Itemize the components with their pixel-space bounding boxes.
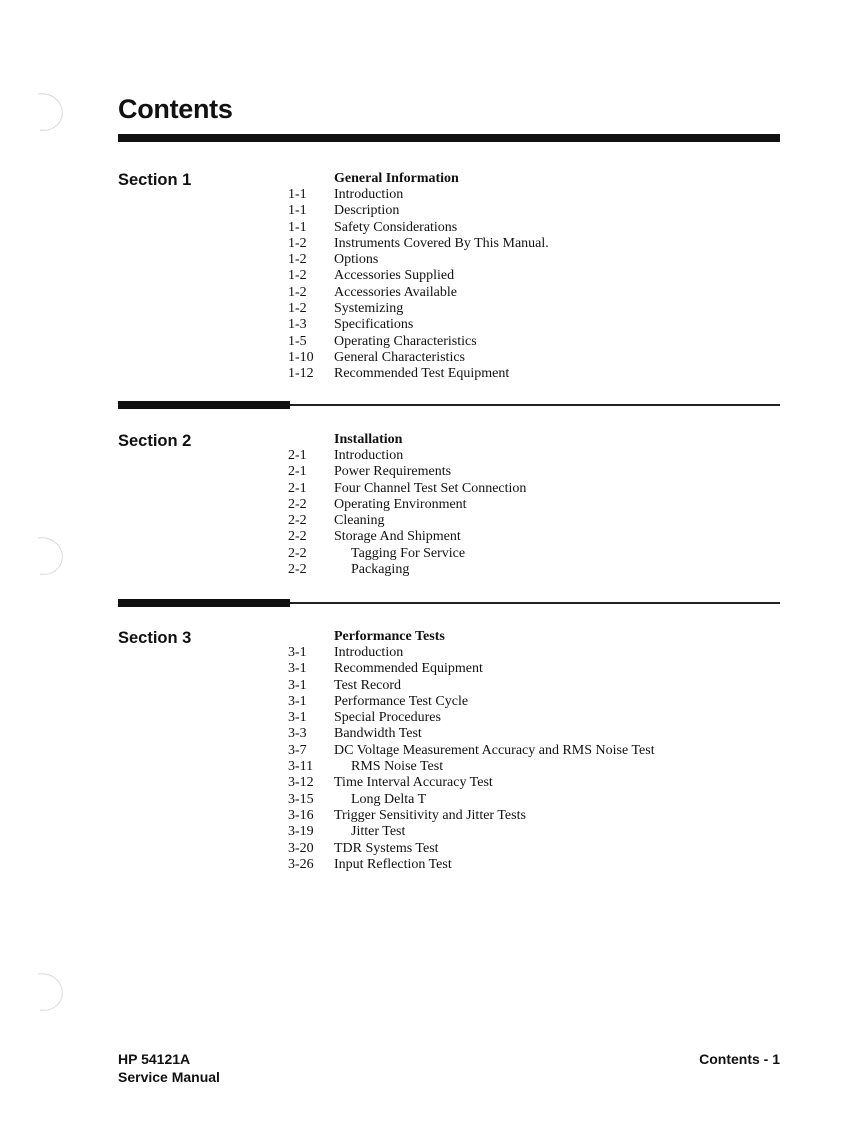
toc-entry-title: Input Reflection Test [334, 856, 452, 872]
toc-page-number: 3-1 [288, 645, 307, 660]
toc-entry-title: Introduction [334, 645, 404, 660]
toc-entry-title: Tagging For Service [351, 545, 466, 561]
toc-page-number: 2-1 [288, 464, 307, 480]
toc-entry-title: Accessories Supplied [334, 268, 455, 284]
toc-page-number: 2-2 [288, 562, 307, 578]
toc-entry-title: Test Record [334, 677, 402, 693]
punch-hole-mark [24, 88, 72, 136]
toc-page-number: 3-1 [288, 693, 307, 709]
toc-page-number: 2-1 [288, 480, 307, 496]
toc-entry-title: Power Requirements [334, 464, 452, 480]
toc-entry-title: Bandwidth Test [334, 726, 422, 742]
toc-entry-title: TDR Systems Test [334, 840, 439, 856]
section-heading: Section 3 [118, 629, 192, 647]
toc-entry-title: Packaging [351, 562, 410, 578]
toc-entry-title: Specifications [334, 317, 414, 333]
section-divider-bar [118, 401, 290, 409]
toc-page-number: 1-2 [288, 301, 307, 317]
toc-page-number: 2-2 [288, 545, 307, 561]
section-divider [118, 602, 780, 604]
toc-page-number: 1-5 [288, 333, 307, 349]
toc-page-number: 1-1 [288, 187, 307, 202]
toc-entry-title: Trigger Sensitivity and Jitter Tests [334, 807, 526, 823]
toc-page-number: 1-1 [288, 219, 307, 235]
toc-page-number: 2-2 [288, 529, 307, 545]
toc-page-number: 3-1 [288, 710, 307, 726]
toc-entry-title: Recommended Test Equipment [334, 366, 510, 382]
toc-entry-title: Operating Environment [334, 496, 467, 512]
section-heading: Section 2 [118, 432, 192, 450]
section-title: Installation [334, 432, 403, 447]
toc-entry-title: General Characteristics [334, 349, 465, 365]
section-divider-bar [118, 599, 290, 607]
section-divider [118, 404, 780, 406]
toc-page-number: 3-11 [288, 759, 314, 775]
footer-document-id [118, 1050, 220, 1086]
toc-entry-title: Time Interval Accuracy Test [334, 775, 493, 791]
section-title: Performance Tests [334, 629, 445, 644]
toc-page-number: 3-12 [288, 775, 314, 791]
toc-entry-title: Options [334, 252, 379, 268]
toc-entry-title: Long Delta T [351, 791, 427, 807]
section-title: General Information [334, 171, 459, 186]
toc-entry-title: Operating Characteristics [334, 333, 477, 349]
title-rule [118, 134, 780, 142]
toc-entry-title: Systemizing [334, 301, 404, 317]
toc-entry-title: Four Channel Test Set Connection [334, 480, 527, 496]
toc-page-number: 1-2 [288, 252, 307, 268]
toc-page-number: 1-10 [288, 349, 314, 365]
toc-page-number: 3-1 [288, 661, 307, 677]
toc-entry-title: Jitter Test [351, 824, 406, 840]
toc-entry-title: Instruments Covered By This Manual. [334, 235, 549, 251]
toc-page-number: 3-26 [288, 856, 314, 872]
toc-page-number: 1-12 [288, 366, 314, 382]
toc-page-number: 1-2 [288, 268, 307, 284]
toc-entry-title: Performance Test Cycle [334, 693, 469, 709]
toc-page-number: 1-2 [288, 235, 307, 251]
toc-page-number: 1-3 [288, 317, 307, 333]
footer-doc-type: Service Manual [118, 1069, 220, 1085]
toc-page-number: 3-3 [288, 726, 307, 742]
punch-hole-mark [24, 532, 72, 580]
toc-entry-title: Cleaning [334, 513, 385, 529]
toc-entry-title: Introduction [334, 187, 404, 202]
toc-entry-title: RMS Noise Test [351, 759, 444, 775]
section-heading: Section 1 [118, 171, 192, 189]
toc-page-number: 3-15 [288, 791, 314, 807]
toc-entry-title: Accessories Available [334, 284, 457, 300]
toc-page-number: 3-7 [288, 742, 307, 758]
toc-page-number: 3-20 [288, 840, 314, 856]
toc-entry-title: Recommended Equipment [334, 661, 483, 677]
toc-entry-title: Storage And Shipment [334, 529, 461, 545]
footer-page-label: Contents - 1 [699, 1051, 780, 1067]
toc-page-number: 2-2 [288, 513, 307, 529]
toc-entry-title: DC Voltage Measurement Accuracy and RMS Noise Test [334, 742, 655, 758]
toc-page-number: 1-1 [288, 203, 307, 219]
toc-page-number: 3-16 [288, 807, 314, 823]
footer-model: HP 54121A [118, 1051, 191, 1067]
toc-page-number: 3-1 [288, 677, 307, 693]
punch-hole-mark [24, 968, 72, 1016]
page-title: Contents [118, 94, 233, 124]
toc-page-number: 1-2 [288, 284, 307, 300]
toc-page-number: 3-19 [288, 824, 314, 840]
toc-page-number: 2-2 [288, 496, 307, 512]
toc-page-number: 2-1 [288, 448, 307, 463]
toc-entry-title: Special Procedures [334, 710, 441, 726]
toc-entry-title: Safety Considerations [334, 219, 458, 235]
toc-entry-title: Introduction [334, 448, 404, 463]
toc-entry-title: Description [334, 203, 400, 219]
